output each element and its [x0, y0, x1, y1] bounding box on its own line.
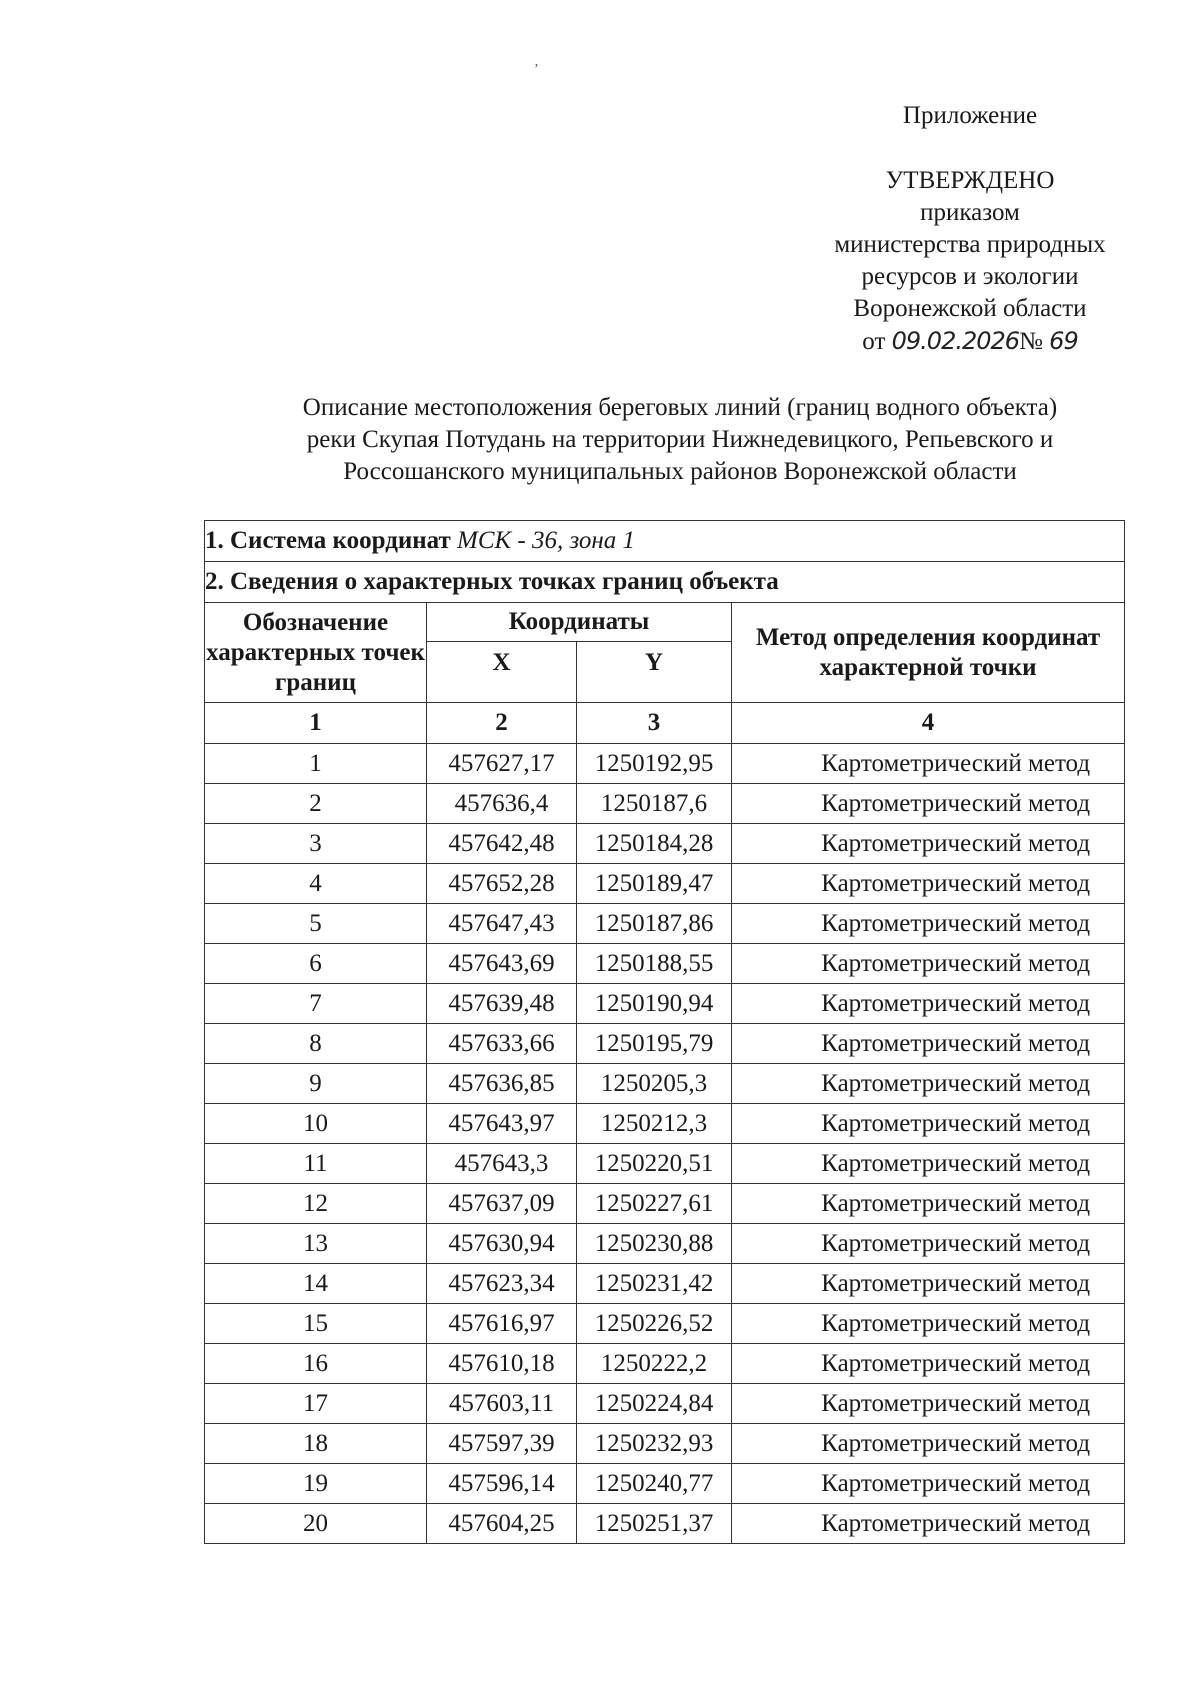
- y-coordinate-cell: 1250192,95: [577, 744, 732, 784]
- point-number-cell: 2: [205, 784, 427, 824]
- y-coordinate-cell: 1250220,51: [577, 1144, 732, 1184]
- points-info-row: [205, 562, 1125, 603]
- point-number-cell: 5: [205, 904, 427, 944]
- coordinate-system-label: 1. Система координат: [205, 527, 451, 554]
- x-coordinate-cell: 457637,09: [427, 1184, 577, 1224]
- appendix-label: [780, 100, 1160, 132]
- point-number-cell: 14: [205, 1264, 427, 1304]
- x-coordinate-cell: 457636,85: [427, 1064, 577, 1104]
- y-coordinate-cell: 1250226,52: [577, 1304, 732, 1344]
- col-coords-header: Координаты: [427, 603, 732, 642]
- method-cell: Картометрический метод: [732, 1064, 1125, 1104]
- x-coordinate-cell: 457636,4: [427, 784, 577, 824]
- point-number-cell: 17: [205, 1384, 427, 1424]
- x-coordinate-cell: 457616,97: [427, 1304, 577, 1344]
- point-number-cell: 1: [205, 744, 427, 784]
- point-number-cell: 18: [205, 1424, 427, 1464]
- y-coordinate-cell: 1250224,84: [577, 1384, 732, 1424]
- table-row: [205, 1264, 1125, 1304]
- table-row: [205, 1024, 1125, 1064]
- y-coordinate-cell: 1250230,88: [577, 1224, 732, 1264]
- points-info-cell: 2. Сведения о характерных точках границ объекта: [205, 562, 1125, 603]
- y-coordinate-cell: 1250251,37: [577, 1504, 732, 1544]
- title-line-3: Россошанского муниципальных районов Воронежской области: [343, 458, 1017, 485]
- point-number-cell: 11: [205, 1144, 427, 1184]
- x-coordinate-cell: 457603,11: [427, 1384, 577, 1424]
- x-coordinate-cell: 457597,39: [427, 1424, 577, 1464]
- x-coordinate-cell: 457643,69: [427, 944, 577, 984]
- by-order-label: приказом: [920, 199, 1020, 226]
- table-row: [205, 1224, 1125, 1264]
- method-cell: Картометрический метод: [732, 1184, 1125, 1224]
- point-number-cell: 4: [205, 864, 427, 904]
- point-number-cell: 16: [205, 1344, 427, 1384]
- number-label: №: [1019, 328, 1043, 355]
- y-coordinate-cell: 1250187,86: [577, 904, 732, 944]
- table-row: [205, 824, 1125, 864]
- table-row: [205, 744, 1125, 784]
- y-coordinate-cell: 1250188,55: [577, 944, 732, 984]
- col-y-header: Y: [577, 642, 732, 703]
- handwritten-date: 09.02.2026: [891, 327, 1020, 355]
- table-row: [205, 784, 1125, 824]
- document-title: [200, 392, 1160, 488]
- y-coordinate-cell: 1250212,3: [577, 1104, 732, 1144]
- method-cell: Картометрический метод: [732, 1264, 1125, 1304]
- x-coordinate-cell: 457633,66: [427, 1024, 577, 1064]
- x-coordinate-cell: 457627,17: [427, 744, 577, 784]
- x-coordinate-cell: 457639,48: [427, 984, 577, 1024]
- point-number-cell: 6: [205, 944, 427, 984]
- x-coordinate-cell: 457623,34: [427, 1264, 577, 1304]
- ministry-line-1: министерства природных: [834, 231, 1106, 258]
- x-coordinate-cell: 457610,18: [427, 1344, 577, 1384]
- x-coordinate-cell: 457630,94: [427, 1224, 577, 1264]
- table-row: [205, 1144, 1125, 1184]
- table-row: [205, 1184, 1125, 1224]
- point-number-cell: 20: [205, 1504, 427, 1544]
- table-row: [205, 1304, 1125, 1344]
- table-row: [205, 1424, 1125, 1464]
- point-number-cell: 9: [205, 1064, 427, 1104]
- point-number-cell: 10: [205, 1104, 427, 1144]
- y-coordinate-cell: 1250195,79: [577, 1024, 732, 1064]
- method-cell: Картометрический метод: [732, 1504, 1125, 1544]
- appendix-text: Приложение: [902, 102, 1038, 129]
- method-cell: Картометрический метод: [732, 824, 1125, 864]
- table-row: [205, 864, 1125, 904]
- table-row: [205, 904, 1125, 944]
- region-line: Воронежской области: [853, 295, 1087, 322]
- date-number-line: [780, 325, 1160, 358]
- table-row: [205, 1464, 1125, 1504]
- col-x-header: X: [427, 642, 577, 703]
- x-coordinate-cell: 457643,97: [427, 1104, 577, 1144]
- y-coordinate-cell: 1250189,47: [577, 864, 732, 904]
- x-coordinate-cell: 457643,3: [427, 1144, 577, 1184]
- table-row: [205, 1104, 1125, 1144]
- table-row: [205, 1384, 1125, 1424]
- col-number-3: 3: [577, 703, 732, 744]
- method-cell: Картометрический метод: [732, 1344, 1125, 1384]
- method-cell: Картометрический метод: [732, 944, 1125, 984]
- point-number-cell: 15: [205, 1304, 427, 1344]
- title-line-1: Описание местоположения береговых линий (границ водного объекта): [302, 394, 1058, 421]
- table-row: [205, 1064, 1125, 1104]
- y-coordinate-cell: 1250190,94: [577, 984, 732, 1024]
- y-coordinate-cell: 1250232,93: [577, 1424, 732, 1464]
- coordinate-system-value: МСК - 36, зона 1: [457, 527, 636, 554]
- table-row: [205, 984, 1125, 1024]
- point-number-cell: 12: [205, 1184, 427, 1224]
- x-coordinate-cell: 457652,28: [427, 864, 577, 904]
- table-row: [205, 944, 1125, 984]
- ministry-line-2: ресурсов и экологии: [861, 263, 1079, 290]
- method-cell: Картометрический метод: [732, 1224, 1125, 1264]
- column-numbers-row: [205, 703, 1125, 744]
- coordinate-system-cell: [205, 521, 1125, 562]
- handwritten-number: 69: [1049, 327, 1078, 355]
- header-row-1: [205, 603, 1125, 642]
- y-coordinate-cell: 1250205,3: [577, 1064, 732, 1104]
- scan-speck: ʼ: [534, 62, 539, 77]
- method-cell: Картометрический метод: [732, 1464, 1125, 1504]
- y-coordinate-cell: 1250240,77: [577, 1464, 732, 1504]
- x-coordinate-cell: 457596,14: [427, 1464, 577, 1504]
- y-coordinate-cell: 1250231,42: [577, 1264, 732, 1304]
- y-coordinate-cell: 1250184,28: [577, 824, 732, 864]
- method-cell: Картометрический метод: [732, 744, 1125, 784]
- method-cell: Картометрический метод: [732, 1424, 1125, 1464]
- col-number-2: 2: [427, 703, 577, 744]
- date-prefix: от: [862, 328, 886, 355]
- coordinate-system-row: [205, 521, 1125, 562]
- method-cell: Картометрический метод: [732, 864, 1125, 904]
- y-coordinate-cell: 1250222,2: [577, 1344, 732, 1384]
- approval-block: [780, 165, 1160, 358]
- y-coordinate-cell: 1250187,6: [577, 784, 732, 824]
- point-number-cell: 7: [205, 984, 427, 1024]
- col-number-1: 1: [205, 703, 427, 744]
- method-cell: Картометрический метод: [732, 1304, 1125, 1344]
- method-cell: Картометрический метод: [732, 904, 1125, 944]
- coordinates-table: [204, 520, 1125, 1544]
- title-line-2: реки Скупая Потудань на территории Нижнедевицкого, Репьевского и: [306, 426, 1054, 453]
- col-point-header: Обозначение характерных точек границ: [205, 603, 427, 703]
- x-coordinate-cell: 457642,48: [427, 824, 577, 864]
- method-cell: Картометрический метод: [732, 784, 1125, 824]
- point-number-cell: 19: [205, 1464, 427, 1504]
- method-cell: Картометрический метод: [732, 1144, 1125, 1184]
- method-cell: Картометрический метод: [732, 1384, 1125, 1424]
- x-coordinate-cell: 457647,43: [427, 904, 577, 944]
- method-cell: Картометрический метод: [732, 1024, 1125, 1064]
- approved-label: УТВЕРЖДЕНО: [885, 167, 1055, 194]
- y-coordinate-cell: 1250227,61: [577, 1184, 732, 1224]
- point-number-cell: 8: [205, 1024, 427, 1064]
- method-cell: Картометрический метод: [732, 984, 1125, 1024]
- x-coordinate-cell: 457604,25: [427, 1504, 577, 1544]
- table-row: [205, 1344, 1125, 1384]
- method-cell: Картометрический метод: [732, 1104, 1125, 1144]
- point-number-cell: 13: [205, 1224, 427, 1264]
- point-number-cell: 3: [205, 824, 427, 864]
- col-number-4: 4: [732, 703, 1125, 744]
- col-method-header: Метод определения координат характерной точки: [732, 603, 1125, 703]
- table-row: [205, 1504, 1125, 1544]
